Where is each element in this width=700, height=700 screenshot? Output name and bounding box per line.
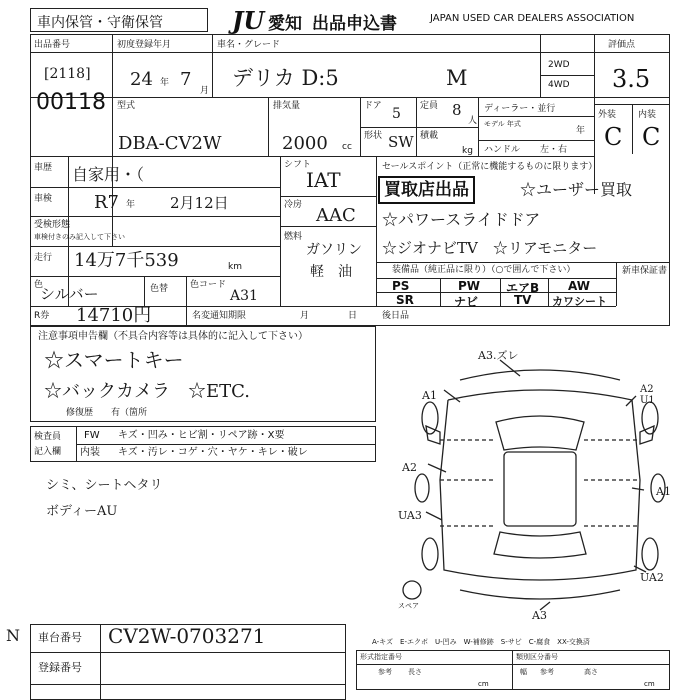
- sales-point-label: セールスポイント（正常に機能するものに限ります）: [382, 162, 598, 172]
- shift-label: シフト: [284, 160, 312, 170]
- shaken-year-unit: 年: [126, 200, 136, 210]
- handle-label: ハンドル: [484, 145, 521, 155]
- storage-box: [30, 8, 208, 32]
- storage-label: 車内保管・守衛保管: [37, 15, 163, 31]
- mark-front: A3.ズレ: [478, 349, 519, 362]
- name-change-month: 月: [300, 311, 310, 321]
- mark-front-right: A2 U1: [640, 384, 655, 406]
- n-mark: N: [6, 626, 20, 645]
- model-year-unit: 年: [576, 126, 586, 136]
- shaken-era: R7: [94, 192, 120, 213]
- name-change-label: 名変通知期限: [192, 311, 247, 321]
- handle-opts: 左・右: [540, 145, 568, 155]
- notice-title: 注意事項申告欄（不具合内容等は具体的に記入して下さい）: [38, 331, 308, 342]
- displacement-label: 排気量: [273, 101, 301, 111]
- color-value: シルバー: [40, 285, 99, 303]
- equip-sr: SR: [396, 293, 414, 307]
- interior-row-label: 内装: [80, 447, 100, 458]
- cc-label: cc: [342, 142, 352, 152]
- r-ticket-value: 14710円: [76, 305, 152, 326]
- chassis-label: 車台番号: [38, 631, 82, 644]
- mileage-label: 走行: [34, 253, 53, 263]
- equip-airbag: エアB: [506, 281, 540, 295]
- car-name-value: デリカ D:5: [232, 66, 339, 90]
- shape-label: 形状: [364, 131, 383, 141]
- equip-pw: PW: [458, 279, 481, 293]
- score-label: 評価点: [608, 40, 636, 50]
- name-change-day: 日: [348, 311, 358, 321]
- lot-number-label: 出品番号: [34, 40, 71, 50]
- capacity-label: 定員: [420, 101, 439, 111]
- sales-point-3: ☆ジオナビTV ☆リアモニター: [382, 239, 598, 257]
- fuel-diesel: 軽 油: [310, 264, 352, 280]
- mileage-value: 14万7千539: [74, 250, 179, 271]
- length-label: 長さ: [408, 668, 422, 676]
- history-value: 自家用・（: [72, 165, 145, 184]
- model-label: 型式: [117, 101, 136, 111]
- person-label: 人: [468, 116, 478, 126]
- roof: [504, 452, 576, 526]
- interior-items: キズ・汚レ・コゲ・穴・ヤケ・キレ・破レ: [118, 447, 308, 458]
- notice-2: ☆バックカメラ ☆ETC.: [44, 381, 250, 402]
- wd4-label: 4WD: [548, 80, 570, 90]
- color-code-label: 色コード: [190, 280, 227, 290]
- shape-value: SW: [388, 133, 414, 151]
- reference-label-1: 参考: [378, 668, 392, 676]
- grade-value: M: [446, 66, 468, 90]
- interior-label: 内装: [638, 110, 657, 120]
- new-warranty-label: 新車保証書: [622, 266, 668, 276]
- sales-point-1: ☆ユーザー買取: [520, 180, 633, 199]
- equip-navi: ナビ: [454, 295, 479, 309]
- model-value: DBA-CV2W: [118, 133, 222, 154]
- score-value: 3.5: [612, 65, 651, 93]
- spec-box: [356, 650, 670, 690]
- form-title: 出品申込書: [312, 14, 397, 34]
- first-reg-month: 7: [180, 69, 192, 90]
- front-bumper: [460, 370, 620, 380]
- ju-logo: JU: [232, 6, 265, 35]
- cooler-value: AAC: [316, 205, 356, 226]
- mark-front-left: A1: [422, 389, 437, 402]
- mark-rear: A3: [532, 609, 547, 622]
- windshield: [496, 416, 584, 450]
- rear-window: [494, 532, 586, 558]
- lot-no: 00118: [36, 90, 106, 115]
- model-year-label: モデル 年式: [484, 120, 521, 128]
- shaken-label: 車検: [34, 194, 53, 204]
- fuel-gas: ガソリン: [306, 242, 362, 258]
- reg-no-label: 登録番号: [38, 661, 82, 674]
- shift-value: IAT: [306, 168, 341, 192]
- cooler-label: 冷房: [284, 200, 303, 210]
- exterior-grade: C: [604, 123, 623, 151]
- displacement-value: 2000: [282, 133, 328, 154]
- record-label: 記入欄: [34, 447, 62, 457]
- km-label: km: [228, 262, 242, 272]
- inspector-label: 検査員: [34, 432, 62, 442]
- spare-label: スペア: [398, 602, 419, 610]
- history-label: 車歴: [34, 163, 53, 173]
- color-label: 色: [34, 280, 44, 290]
- kg-label: kg: [462, 146, 473, 156]
- type-designation-label: 形式指定番号: [360, 653, 402, 661]
- equip-aw: AW: [568, 279, 590, 293]
- exterior-label: 外装: [598, 110, 617, 120]
- length-cm: cm: [478, 680, 489, 688]
- remark-2: ボディーAU: [46, 504, 118, 519]
- fw-label: FW: [84, 430, 100, 441]
- notice-1: ☆スマートキー: [44, 348, 184, 372]
- damage-legend: A-キズ E-エクボ U-凹み W-補修跡 S-サビ C-腐食 XX-交換済: [372, 638, 590, 646]
- car-diagram: [400, 340, 680, 620]
- association-name: JAPAN USED CAR DEALERS ASSOCIATION: [430, 13, 635, 24]
- dealer-label: ディーラー・並行: [484, 104, 556, 114]
- equip-seat: カワシート: [552, 295, 607, 308]
- body-outline: [440, 400, 640, 580]
- category-label: 類別区分番号: [516, 653, 558, 661]
- equipment-label: 装備品（純正品に限り）（○で囲んで下さい）: [392, 265, 576, 275]
- car-name-label: 車名・グレード: [217, 40, 281, 50]
- mark-left-door: A2: [402, 461, 417, 474]
- wd2-label: 2WD: [548, 60, 570, 70]
- mark-right-door: A1: [656, 485, 671, 498]
- lot-code: [2118]: [44, 66, 91, 82]
- height-cm: cm: [644, 680, 655, 688]
- repair-history: 修復歴 有（箇所: [66, 408, 148, 418]
- mark-right-rear: UA2: [640, 571, 664, 584]
- color-swap-label: 色替: [150, 284, 169, 294]
- later-item-label: 後日品: [382, 311, 410, 321]
- r-ticket-label: R券: [34, 311, 50, 321]
- fuel-label: 燃料: [284, 232, 303, 242]
- height-label: 高さ: [584, 668, 598, 676]
- remark-1: シミ、シートヘタリ: [46, 478, 163, 493]
- doors-value: 5: [392, 106, 401, 122]
- fw-items: キズ・凹み・ヒビ割・リペア跡・X要: [118, 430, 285, 441]
- first-reg-label: 初度登録年月: [117, 40, 172, 50]
- chassis-value: CV2W-0703271: [108, 624, 266, 648]
- equip-tv: TV: [514, 293, 532, 307]
- region-title: 愛知: [268, 14, 302, 34]
- mark-left-rear: UA3: [398, 509, 422, 522]
- equip-ps: PS: [392, 279, 410, 293]
- color-code-value: A31: [230, 288, 258, 304]
- first-reg-year: 24: [130, 69, 153, 90]
- width-label: 幅: [520, 668, 527, 676]
- reference-label-2: 参考: [540, 668, 554, 676]
- interior-grade: C: [642, 123, 661, 151]
- doors-label: ドア: [364, 101, 382, 111]
- load-label: 積載: [420, 131, 439, 141]
- receipt-form-label: 受検形態: [34, 220, 71, 230]
- shaken-date: 2月12日: [170, 194, 229, 212]
- capacity-value: 8: [452, 101, 462, 119]
- receipt-note: 車検付きのみ記入して下さい: [34, 233, 125, 241]
- year-unit: 年: [160, 78, 170, 88]
- sales-stamp: 買取店出品: [378, 176, 475, 204]
- sales-point-2: ☆パワースライドドア: [382, 210, 541, 229]
- month-unit: 月: [200, 86, 210, 96]
